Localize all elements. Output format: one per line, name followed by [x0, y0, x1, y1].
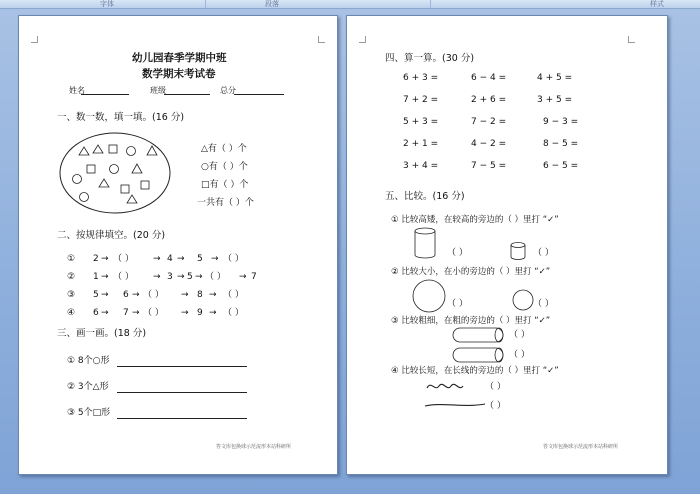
compare-thickness-instruction: ③ 比较粗细，在粗的旁边的（ ）里打 “✓” [391, 316, 551, 326]
pattern-value: 7 [251, 272, 257, 282]
arrow-icon: → [101, 308, 109, 318]
compare-size-instruction: ② 比较大小，在小的旁边的（ ）里打 “✓” [391, 267, 551, 277]
pattern-value: 6 [123, 290, 129, 300]
pattern-value: 9 [197, 308, 203, 318]
ribbon-strip [0, 0, 700, 9]
answer-paren[interactable]: （ ） [509, 350, 530, 360]
arith-problem[interactable]: 2 + 6 = [471, 95, 507, 105]
count-triangle: △有（ ）个 [201, 144, 247, 154]
margin-corner-mark [628, 36, 635, 43]
cylinders-figure [413, 227, 533, 263]
count-square: □有（ ）个 [201, 180, 249, 190]
compare-height-instruction: ① 比较高矮，在较高的旁边的（ ）里打 “✓” [391, 215, 559, 225]
arith-problem[interactable]: 5 + 3 = [403, 117, 439, 127]
pattern-value: 3 [167, 272, 173, 282]
pattern-value: 2 [93, 254, 99, 264]
pattern-value: 8 [197, 290, 203, 300]
row-number: ③ [67, 290, 76, 300]
pattern-value: 5 [93, 290, 99, 300]
circles-figure [411, 278, 541, 314]
arith-problem[interactable]: 2 + 1 = [403, 139, 439, 149]
row-number: ② [67, 272, 76, 282]
arith-problem[interactable]: 4 − 2 = [471, 139, 507, 149]
arrow-icon: → [153, 254, 161, 264]
document-page-2[interactable] [346, 15, 668, 475]
arith-problem[interactable]: 8 − 5 = [543, 139, 579, 149]
name-label: 姓名 [69, 86, 85, 95]
section-2-heading: 二、按规律填空。(20 分) [57, 230, 166, 241]
ribbon-styles-group[interactable]: 样式 [650, 0, 664, 8]
blank-paren[interactable]: （ ） [113, 254, 134, 264]
compare-length-instruction: ④ 比较长短，在长线的旁边的（ ）里打 “✓” [391, 366, 559, 376]
margin-corner-mark [359, 36, 366, 43]
arrow-icon: → [211, 254, 219, 264]
arrow-icon: → [132, 308, 140, 318]
ribbon-paragraph-group[interactable]: 段落 [265, 0, 279, 8]
arrow-icon: → [209, 290, 217, 300]
section-3-heading: 三、画一画。(18 分) [57, 328, 147, 339]
answer-paren[interactable]: （ ） [447, 299, 468, 309]
draw-line[interactable] [117, 392, 247, 393]
arith-problem[interactable]: 6 + 3 = [403, 73, 439, 83]
blank-paren[interactable]: （ ） [223, 254, 244, 264]
page-footer: 答文库包换球示范流形本站科研所 [543, 444, 619, 450]
answer-paren[interactable]: （ ） [533, 299, 554, 309]
blank-paren[interactable]: （ ） [223, 308, 244, 318]
section-4-heading: 四、算一算。(30 分) [385, 53, 475, 64]
shapes-oval-figure [59, 133, 174, 218]
arrow-icon: → [101, 290, 109, 300]
exam-subtitle: 数学期末考试卷 [142, 68, 216, 80]
margin-corner-mark [31, 36, 38, 43]
class-field[interactable] [164, 94, 210, 95]
answer-paren[interactable]: （ ） [485, 382, 506, 392]
pattern-value: 5 [197, 254, 203, 264]
arith-problem[interactable]: 6 − 4 = [471, 73, 507, 83]
name-field[interactable] [81, 94, 129, 95]
arith-problem[interactable]: 7 − 2 = [471, 117, 507, 127]
document-page-1[interactable] [18, 15, 338, 475]
lines-figure [423, 378, 493, 410]
arrow-icon: → [177, 254, 185, 264]
draw-line[interactable] [117, 366, 247, 367]
blank-paren[interactable]: （ ） [223, 290, 244, 300]
blank-paren[interactable]: （ ） [205, 272, 226, 282]
margin-corner-mark [318, 36, 325, 43]
arrow-icon: → [195, 272, 203, 282]
draw-line[interactable] [117, 418, 247, 419]
answer-paren[interactable]: （ ） [533, 248, 554, 258]
pattern-value: 4 [167, 254, 173, 264]
pattern-value: 5 [187, 272, 193, 282]
arrow-icon: → [209, 308, 217, 318]
score-field[interactable] [234, 94, 284, 95]
pattern-value: 1 [93, 272, 99, 282]
arrow-icon: → [101, 254, 109, 264]
exam-title: 幼儿园春季学期中班 [132, 52, 227, 64]
class-label: 班级 [150, 86, 166, 95]
arrow-icon: → [239, 272, 247, 282]
logs-figure [449, 326, 509, 366]
page-footer: 答文库包换球示范流形本站科研所 [216, 444, 292, 450]
arith-problem[interactable]: 3 + 4 = [403, 161, 439, 171]
arrow-icon: → [177, 272, 185, 282]
arrow-icon: → [153, 272, 161, 282]
section-5-heading: 五、比较。(16 分) [385, 191, 465, 202]
blank-paren[interactable]: （ ） [143, 290, 164, 300]
section-1-heading: 一、数一数，填一填。(16 分) [57, 112, 185, 123]
score-label: 总分 [220, 86, 236, 95]
pattern-value: 6 [93, 308, 99, 318]
count-circle: ○有（ ）个 [201, 162, 248, 172]
arith-problem[interactable]: 7 + 2 = [403, 95, 439, 105]
arrow-icon: → [181, 290, 189, 300]
arith-problem[interactable]: 3 + 5 = [537, 95, 573, 105]
blank-paren[interactable]: （ ） [143, 308, 164, 318]
arith-problem[interactable]: 6 − 5 = [543, 161, 579, 171]
draw-instruction-squares: ③ 5个□形 [67, 408, 111, 418]
row-number: ① [67, 254, 76, 264]
arith-problem[interactable]: 9 − 3 = [543, 117, 579, 127]
answer-paren[interactable]: （ ） [509, 330, 530, 340]
arrow-icon: → [181, 308, 189, 318]
pattern-value: 7 [123, 308, 129, 318]
arrow-icon: → [132, 290, 140, 300]
answer-paren[interactable]: （ ） [447, 248, 468, 258]
ribbon-font-group[interactable]: 字体 [100, 0, 114, 8]
row-number: ④ [67, 308, 76, 318]
answer-paren[interactable]: （ ） [485, 401, 506, 411]
blank-paren[interactable]: （ ） [113, 272, 134, 282]
arith-problem[interactable]: 4 + 5 = [537, 73, 573, 83]
draw-instruction-circles: ① 8个○形 [67, 356, 110, 366]
draw-instruction-triangles: ② 3个△形 [67, 382, 109, 392]
arith-problem[interactable]: 7 − 5 = [471, 161, 507, 171]
arrow-icon: → [101, 272, 109, 282]
count-total: 一共有（ ）个 [197, 198, 254, 208]
